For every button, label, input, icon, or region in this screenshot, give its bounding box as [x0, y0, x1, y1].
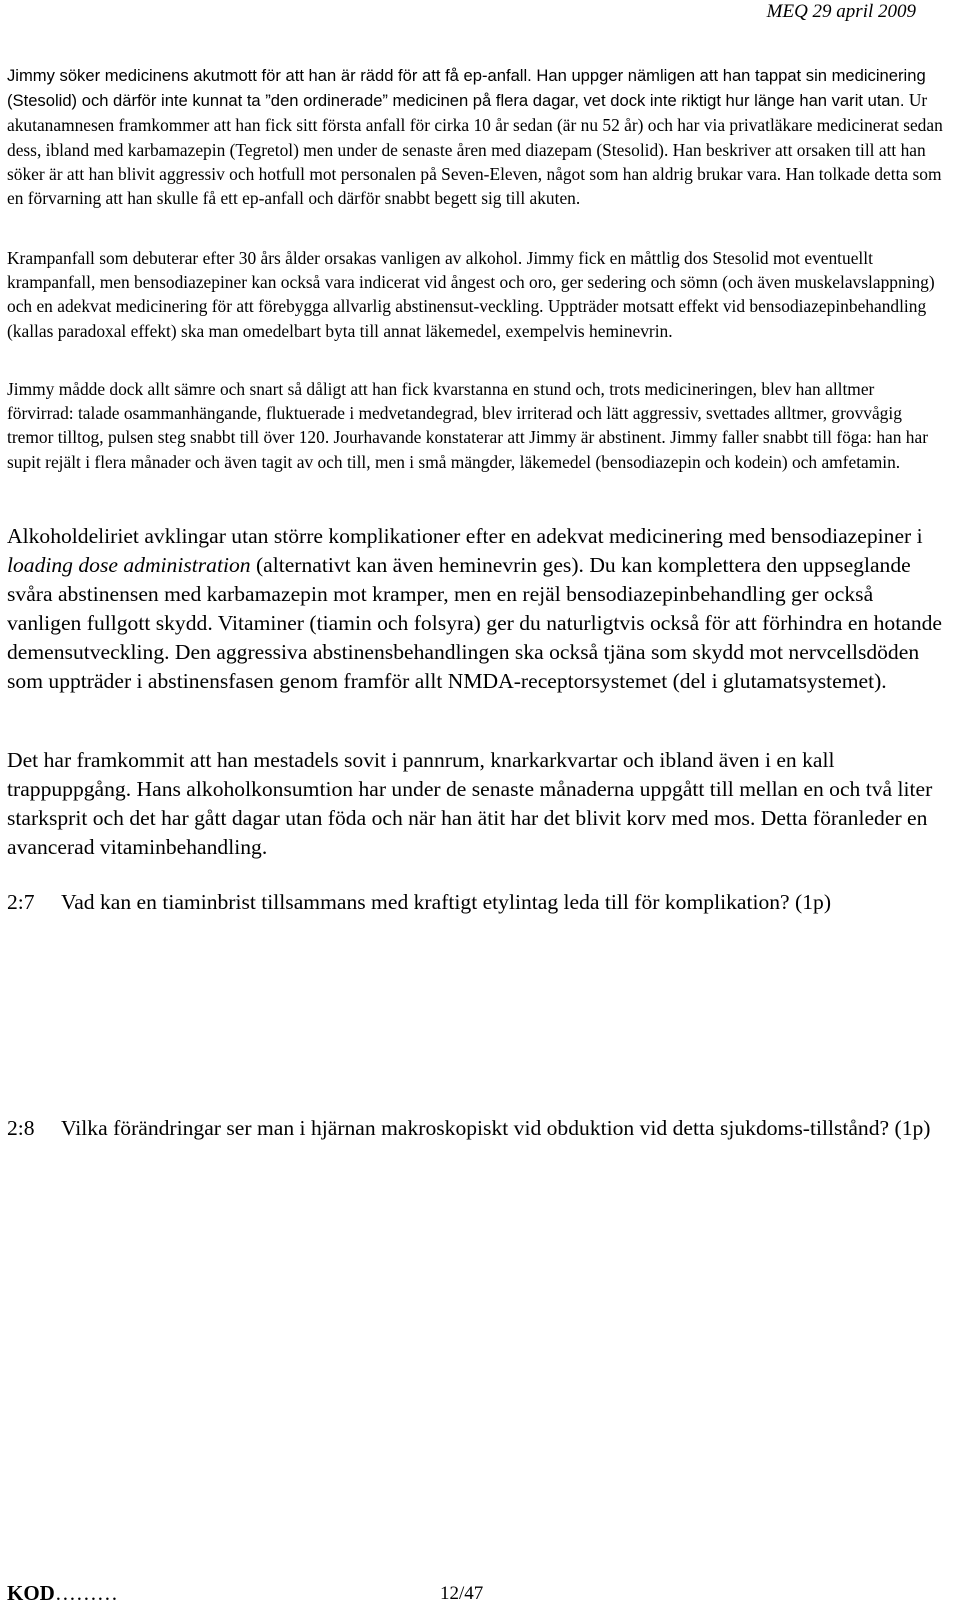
footer-code-field	[7, 1580, 118, 1606]
question-number: 2:8	[7, 1116, 35, 1140]
question-text: Vilka förändringar ser man i hjärnan makroskopiskt vid obduktion vid detta sjukdoms-tillstånd? (1p)	[61, 1116, 931, 1140]
footer-page-number: 12/47	[440, 1583, 484, 1604]
commentary-paragraph-1-italic: loading dose administration	[7, 553, 251, 577]
commentary-paragraph-1	[7, 522, 945, 696]
case-paragraph-1	[7, 63, 945, 210]
commentary-paragraph-1-start: Alkoholdeliriet avklingar utan större komplikationer efter en adekvat medicinering med bensodiazepiner i	[7, 524, 923, 548]
case-paragraph-2: Krampanfall som debuterar efter 30 års ålder orsakas vanligen av alkohol. Jimmy fick en måttlig dos Stesolid mot eventuellt krampanfall, men bensodiazepiner kan också vara indicerat vid ångest och oro, ger sedering och sömn (och även muskelavslappning) och en adekvat medicinering för att förebygga allvarlig abstinensut-veckling. Uppträder motsatt effekt vid bensodiazepinbehandling (kallas paradoxal effekt) ska man omedelbart byta till annat läkemedel, exempelvis heminevrin.	[7, 248, 935, 341]
footer-code-label: KOD	[7, 1581, 55, 1605]
commentary-paragraph-1-end: (alternativt kan även heminevrin ges). Du kan komplettera den uppseglande svåra abstinensen med karbamazepin mot kramper, men en rejäl bensodiazepinbehandling ger också vanligen fullgott skydd. Vitaminer (tiamin och folsyra) ger du naturligtvis också för att förhindra en hotande demensutveckling. Den aggressiva abstinensbehandlingen ska också tjäna som skydd mot nervcellsdöden som uppträder i abstinensfasen genom framför allt NMDA-receptorsystemet (del i glutamatsystemet).	[7, 553, 942, 693]
case-paragraph-1-intro: Jimmy söker medicinens akutmott för att han är rädd för att få ep-anfall. Han uppger nämligen att han tappat sin medicinering (Stesolid) och därför inte kunnat ta ”den ordinerade” medicinen på flera dagar, vet dock inte riktigt hur länge han varit utan.	[7, 66, 926, 111]
case-paragraph-3: Jimmy mådde dock allt sämre och snart så dåligt att han fick kvarstanna en stund och, trots medicineringen, blev han alltmer förvirrad: talade osammanhängande, fluktuerade i medvetandegrad, blev irriterad och lätt aggressiv, svettades alltmer, grovvågig tremor tilltog, pulsen steg snabbt till över 120. Jourhavande konstaterar att Jimmy är abstinent. Jimmy faller snabbt till föga: han har supit rejält i flera månader och även tagit av och till, men i små mängder, läkemedel (bensodiazepin och kodein) och amfetamin.	[7, 379, 929, 472]
question-text: Vad kan en tiaminbrist tillsammans med kraftigt etylintag leda till för komplikation? (1p)	[61, 890, 832, 914]
commentary-paragraph-2: Det har framkommit att han mestadels sovit i pannrum, knarkarkvartar och ibland även i en kall trappuppgång. Hans alkoholkonsumtion har under de senaste månaderna uppgått till mellan en och två liter starksprit och det har gått dagar utan föda och när han ätit har det blivit korv med mos. Detta föranleder en avancerad vitaminbehandling.	[7, 748, 933, 859]
question-2-7	[7, 887, 945, 917]
footer-code-dots: ………	[54, 1581, 118, 1605]
question-2-8	[7, 1113, 945, 1143]
question-number: 2:7	[7, 890, 35, 914]
case-paragraph-1-rest: Ur akutanamnesen framkommer att han fick sitt första anfall för cirka 10 år sedan (är nu 52 år) och har via privatläkare medicinerat sedan dess, ibland med karbamazepin (Tegretol) men under de senaste åren med diazepam (Stesolid). Han beskriver att orsaken till att han söker är att han blivit aggressiv och hotfull mot personalen på Seven-Eleven, något som han aldrig brukar vara. Han tolkade detta som en förvarning att han skulle få ett ep-anfall och därför snabbt begett sig till akuten.	[7, 90, 943, 209]
page-header-title: MEQ 29 april 2009	[766, 1, 916, 22]
